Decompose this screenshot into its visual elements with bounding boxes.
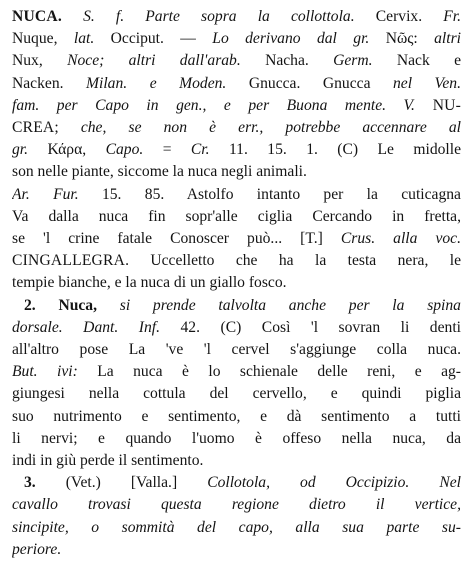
- text-segment: Fr.: [443, 8, 461, 25]
- text-segment: Milan. e Moden.: [86, 74, 227, 92]
- text-segment: li nervi; e quando l'uomo è offeso nella nuca, da: [12, 429, 461, 447]
- text-line: [12, 28, 461, 50]
- text-segment: 3.: [24, 474, 36, 492]
- entry-text: [12, 6, 461, 561]
- text-segment: Crus. alla voc.: [340, 230, 461, 248]
- text-segment: giungesi nella cottula del cervello, e quindi piglia: [12, 385, 461, 403]
- text-segment: Nacken.: [12, 74, 87, 92]
- text-segment: Ar. Fur.: [12, 185, 79, 203]
- text-segment: NUCA.: [12, 8, 62, 25]
- text-line: [12, 206, 461, 228]
- text-segment: Nacha.: [240, 52, 334, 70]
- text-segment: La nuca è lo schienale delle reni, e ag-: [77, 363, 461, 381]
- text-segment: sincipite, o sommità del capo, alla sua parte su-: [12, 518, 461, 536]
- text-segment: altri: [434, 30, 461, 48]
- text-segment: Germ.: [333, 52, 373, 70]
- text-line: [12, 428, 461, 450]
- text-segment: Κάρα,: [28, 141, 106, 159]
- text-segment: Noce; altri dall'arab.: [67, 52, 241, 70]
- text-segment: 2. Nuca,: [24, 296, 97, 314]
- text-segment: Nack e: [372, 52, 461, 70]
- text-line: [12, 95, 461, 117]
- text-segment: Lo derivano dal gr.: [212, 30, 370, 48]
- text-segment: nel Ven.: [393, 74, 461, 92]
- text-line: [12, 361, 461, 383]
- text-line: [12, 539, 461, 561]
- text-line: [12, 472, 461, 494]
- text-segment: Nux,: [12, 52, 68, 70]
- text-segment: si prende talvolta anche per la spina: [97, 296, 461, 314]
- text-segment: Νῶς:: [369, 30, 435, 48]
- text-line: [12, 383, 461, 405]
- text-segment: Nuque,: [12, 30, 74, 48]
- text-segment: (Vet.) [Valla.]: [35, 474, 208, 492]
- text-line: [12, 117, 461, 139]
- text-segment: fam. per Capo in gen., e per Buona mente. V.: [12, 96, 415, 114]
- text-line: [12, 161, 461, 183]
- text-segment: Collotola, od Occipizio. Nel: [207, 474, 461, 492]
- text-segment: NU-: [414, 96, 461, 114]
- text-segment: . Uccelletto che ha la testa nera, le: [125, 252, 461, 270]
- text-line: [12, 494, 461, 516]
- text-segment: 11. 15. 1. (C) Le midolle: [209, 141, 461, 159]
- text-segment: indi in giù perde il sentimento.: [12, 452, 204, 470]
- text-segment: Occiput. —: [94, 30, 213, 48]
- text-segment: cavallo trovasi questa regione dietro il vertice,: [12, 496, 461, 514]
- text-segment: che, se non è err., potrebbe accennare al: [80, 119, 461, 137]
- text-line: [12, 139, 461, 161]
- text-segment: son nelle piante, siccome la nuca negli animali.: [12, 163, 307, 181]
- text-line: [12, 450, 461, 472]
- text-segment: CINGALLEGRA: [12, 252, 126, 270]
- text-line: [12, 517, 461, 539]
- text-line: [12, 6, 461, 28]
- text-segment: =: [143, 141, 191, 159]
- text-line: [12, 272, 461, 294]
- text-line: [12, 317, 461, 339]
- text-segment: gr.: [12, 141, 29, 159]
- text-segment: Va dalla nuca fin sopr'alle ciglia Cercando in fretta,: [12, 207, 461, 225]
- text-segment: suo nutrimento e sentimento, e dà sentimento a tutti: [12, 407, 461, 425]
- text-line: [12, 73, 461, 95]
- text-segment: 15. 85. Astolfo intanto per la cuticagna: [78, 185, 461, 203]
- text-segment: Gnucca. Gnucca: [226, 74, 393, 92]
- text-segment: 42. (C) Così 'l sovran li denti: [160, 318, 461, 336]
- text-segment: Cr.: [190, 141, 210, 159]
- text-line: [12, 228, 461, 250]
- text-segment: se 'l crine fatale Conoscer può... [T.]: [12, 230, 341, 248]
- text-segment: ;: [54, 119, 81, 137]
- text-segment: CREA: [12, 119, 55, 137]
- text-segment: dorsale. Dant. Inf.: [12, 318, 160, 336]
- text-segment: Capo.: [105, 141, 144, 159]
- text-line: [12, 295, 461, 317]
- text-line: [12, 406, 461, 428]
- text-segment: lat.: [73, 30, 95, 48]
- text-segment: Cervix.: [354, 8, 444, 25]
- text-segment: tempie bianche, e la nuca di un giallo fosco.: [12, 274, 287, 292]
- text-segment: all'altro pose La 've 'l cervel s'aggiunge colla nuca.: [12, 341, 461, 359]
- text-line: [12, 50, 461, 72]
- text-segment: S. f. Parte sopra la collottola.: [61, 8, 355, 25]
- text-line: [12, 184, 461, 206]
- text-line: [12, 250, 461, 272]
- text-segment: periore.: [12, 540, 62, 558]
- text-line: [12, 339, 461, 361]
- text-segment: But. ivi:: [12, 363, 78, 381]
